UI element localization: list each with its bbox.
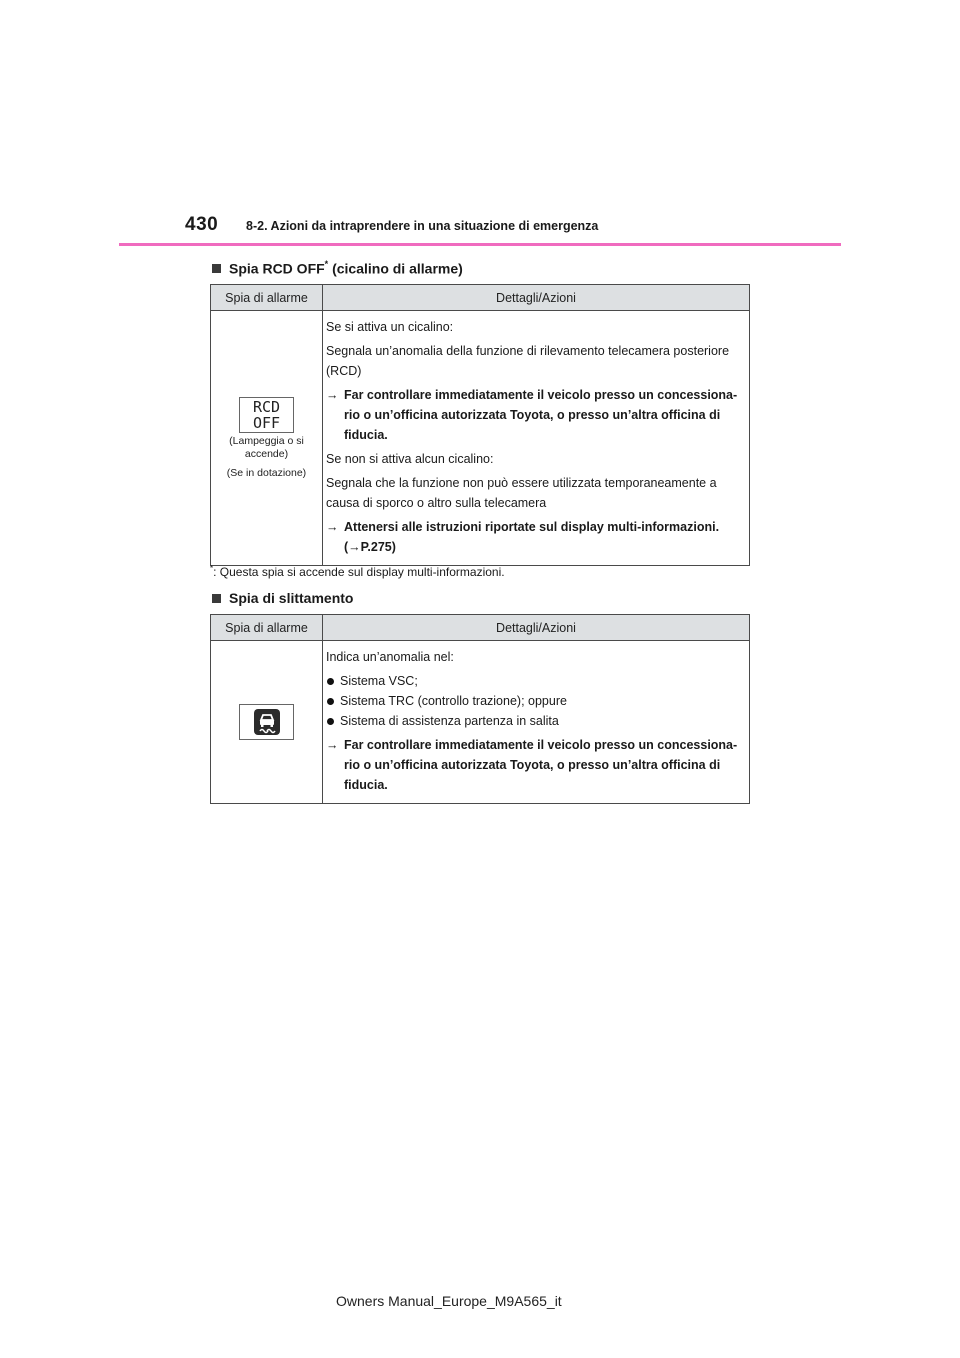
square-bullet-icon bbox=[212, 594, 221, 603]
detail-text: Indica un’anomalia nel: bbox=[326, 650, 454, 664]
col-header-details: Dettagli/Azioni bbox=[323, 285, 750, 311]
detail-cell bbox=[323, 641, 750, 804]
bullet-icon bbox=[327, 698, 334, 705]
heading-text: Spia di slittamento bbox=[229, 590, 354, 606]
table-slip-indicator bbox=[210, 614, 750, 804]
arrow-icon: → bbox=[326, 738, 339, 752]
action-line: → Far controllare immediatamente il veicolo presso un concessiona-rio o un’officina autorizzata Toyota, o presso un’altra officina di fiducia. bbox=[326, 385, 745, 445]
detail-cell bbox=[323, 311, 750, 566]
bullet-icon bbox=[327, 678, 334, 685]
slip-indicator-icon bbox=[239, 704, 294, 740]
icon-caption: (Lampeggia o si accende) bbox=[229, 435, 304, 460]
heading-rcd-off bbox=[210, 260, 463, 277]
list-item: Sistema di assistenza partenza in salita bbox=[326, 711, 745, 731]
arrow-icon: → bbox=[326, 388, 339, 402]
detail-text: Segnala un’anomalia della funzione di rilevamento telecamera posteriore (RCD) bbox=[326, 344, 730, 378]
square-bullet-icon bbox=[212, 264, 221, 273]
col-header-details: Dettagli/Azioni bbox=[323, 615, 750, 641]
bullet-icon bbox=[327, 718, 334, 725]
table-header-row bbox=[211, 615, 750, 641]
icon-cell bbox=[211, 641, 323, 804]
col-header-warning-light: Spia di allarme bbox=[211, 285, 323, 311]
section-title: 8-2. Azioni da intraprendere in una situazione di emergenza bbox=[246, 219, 599, 233]
table-row bbox=[211, 311, 750, 566]
detail-text: Se non si attiva alcun cicalino: bbox=[326, 452, 494, 466]
footer-doc-id: Owners Manual_Europe_M9A565_it bbox=[336, 1293, 562, 1309]
table-row bbox=[211, 641, 750, 804]
footnote: *: Questa spia si accende sul display multi-informazioni. bbox=[210, 564, 505, 579]
table-rcd-off bbox=[210, 284, 750, 566]
action-line: → Attenersi alle istruzioni riportate sul display multi-informazioni. (→P.275) bbox=[326, 517, 745, 557]
heading-text: Spia RCD OFF* (cicalino di allarme) bbox=[229, 259, 463, 277]
heading-slip-indicator bbox=[210, 590, 353, 606]
col-header-warning-light: Spia di allarme bbox=[211, 615, 323, 641]
list-item: Sistema VSC; bbox=[326, 671, 745, 691]
rcd-off-icon: RCD OFF bbox=[239, 397, 294, 433]
detail-text: Se si attiva un cicalino: bbox=[326, 320, 454, 334]
action-line: → Far controllare immediatamente il veicolo presso un concessiona-rio o un’officina autorizzata Toyota, o presso un’altra officina di fiducia. bbox=[326, 735, 745, 795]
table-header-row bbox=[211, 285, 750, 311]
detail-text: Segnala che la funzione non può essere utilizzata temporaneamente a causa di sporco o altro sulla telecamera bbox=[326, 476, 717, 510]
icon-cell bbox=[211, 311, 323, 566]
icon-caption-equipped: (Se in dotazione) bbox=[226, 467, 307, 479]
page-number: 430 bbox=[185, 214, 219, 235]
header-rule bbox=[119, 243, 841, 246]
arrow-icon: → bbox=[326, 520, 339, 534]
list-item: Sistema TRC (controllo trazione); oppure bbox=[326, 691, 745, 711]
